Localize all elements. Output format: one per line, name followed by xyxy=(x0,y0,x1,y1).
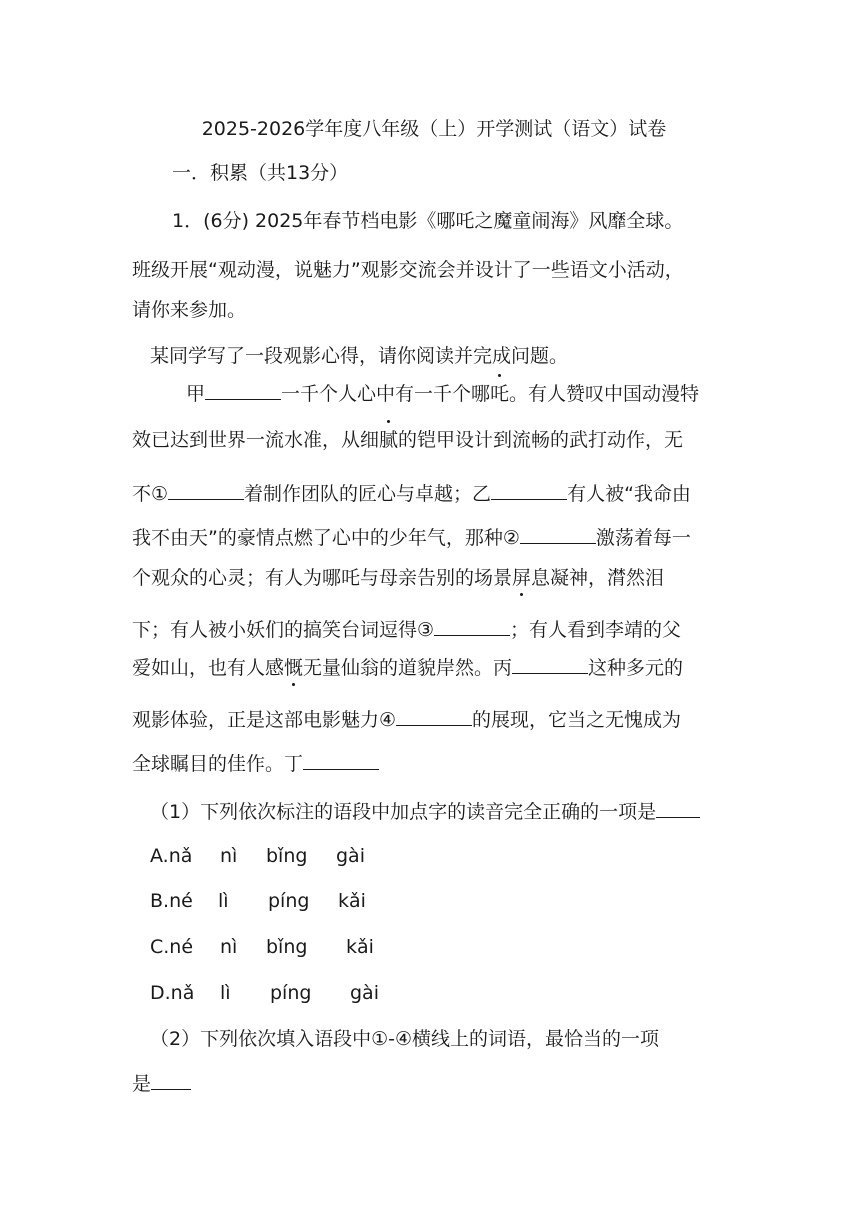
passage-line-7 xyxy=(132,655,683,681)
blank-yi xyxy=(491,481,567,500)
pinyin: píng xyxy=(268,890,310,912)
pinyin: bǐng xyxy=(266,936,308,958)
blank-ding xyxy=(303,751,379,770)
passage-line-1 xyxy=(186,381,699,407)
q1-line-2: 班级开展“观动漫，说魅力”观影交流会并设计了一些语文小活动， xyxy=(132,259,684,281)
blank-jia xyxy=(205,381,281,400)
blank-2 xyxy=(520,525,596,544)
passage-text: 下；有人被小妖们的搞笑台词逗得③ xyxy=(132,619,435,641)
passage-text: 有人被“我命由 xyxy=(567,483,691,505)
dotted-char: 慨 xyxy=(284,657,304,679)
option-d xyxy=(150,980,379,1006)
passage-text: 。有人赞叹中国动漫特 xyxy=(509,383,700,405)
passage-line-3 xyxy=(132,481,691,507)
pinyin: nì xyxy=(220,845,238,867)
passage-text: 全球瞩目的佳作。丁 xyxy=(132,753,304,775)
passage-text: 无量仙翁的道貌岸然。丙 xyxy=(303,657,513,679)
passage-text: ；有人看到李靖的父 xyxy=(510,619,682,641)
blank-bing xyxy=(512,655,588,674)
pinyin: bǐng xyxy=(266,845,308,867)
passage-text: 不① xyxy=(132,483,169,505)
passage-line-2 xyxy=(132,427,683,453)
passage-text: 效已达到世界一流水准，从细 xyxy=(132,429,380,451)
passage-line-6 xyxy=(132,617,681,643)
sub-question-1 xyxy=(150,799,700,825)
passage-text: 着制作团队的匠心与卓越；乙 xyxy=(244,483,492,505)
answer-blank-1 xyxy=(656,799,700,818)
option-label: A.nǎ xyxy=(150,845,193,867)
pinyin: gài xyxy=(350,982,379,1004)
pinyin: píng xyxy=(270,982,312,1004)
option-label: D.nǎ xyxy=(150,982,195,1004)
exam-title: 2025-2026学年度八年级（上）开学测试（语文）试卷 xyxy=(201,118,667,140)
section-heading: 一．积累（共13分） xyxy=(172,162,349,184)
passage-text: 观影体验，正是这部电影魅力④ xyxy=(132,709,397,731)
option-a xyxy=(150,843,365,869)
blank-1 xyxy=(168,481,244,500)
option-c xyxy=(150,934,374,960)
q1-line-1: 1．(6分) 2025年春节档电影《哪吒之魔童闹海》风靡全球。 xyxy=(172,210,684,232)
option-label: B.né xyxy=(150,890,193,912)
passage-text: 爱如山，也有人感 xyxy=(132,657,285,679)
pinyin: kǎi xyxy=(338,890,366,912)
passage-text: 一千个人心中有一千个哪 xyxy=(281,383,491,405)
option-b xyxy=(150,888,366,914)
answer-blank-2 xyxy=(151,1071,191,1090)
passage-intro: 某同学写了一段观影心得，请你阅读并完成问题。 xyxy=(150,345,569,367)
passage-line-8 xyxy=(132,707,681,733)
sub-question-2: （2）下列依次填入语段中①-④横线上的词语，最恰当的一项 xyxy=(150,1028,660,1050)
sub-question-2-end xyxy=(132,1071,191,1097)
pinyin: lì xyxy=(220,982,231,1004)
dotted-char: 屏 xyxy=(512,567,532,589)
passage-text: 这种多元的 xyxy=(588,657,684,679)
passage-text: 个观众的心灵；有人为哪吒与母亲告别的场景 xyxy=(132,567,513,589)
dotted-char: 腻 xyxy=(379,429,399,451)
passage-line-5 xyxy=(132,565,664,591)
passage-text: 甲 xyxy=(186,383,206,405)
blank-3 xyxy=(434,617,510,636)
question-text: （1）下列依次标注的语段中加点字的读音完全正确的一项是 xyxy=(150,801,657,823)
passage-text: 我不由天”的豪情点燃了心中的少年气，那种② xyxy=(132,527,520,549)
passage-line-4 xyxy=(132,525,691,551)
passage-text: 的铠甲设计到流畅的武打动作，无 xyxy=(398,429,684,451)
passage-text: 息凝神，潸然泪 xyxy=(531,567,665,589)
q1-line-3: 请你来参加。 xyxy=(132,299,247,321)
option-label: C.né xyxy=(150,936,194,958)
passage-line-9 xyxy=(132,751,379,777)
blank-4 xyxy=(396,707,472,726)
pinyin: kǎi xyxy=(346,936,374,958)
question-text: 是 xyxy=(132,1073,152,1095)
pinyin: nì xyxy=(220,936,238,958)
pinyin: lì xyxy=(218,890,229,912)
passage-text: 激荡着每一 xyxy=(595,527,691,549)
passage-text: 的展现，它当之无愧成为 xyxy=(472,709,682,731)
pinyin: gài xyxy=(336,845,365,867)
dotted-char: 吒 xyxy=(490,383,510,405)
